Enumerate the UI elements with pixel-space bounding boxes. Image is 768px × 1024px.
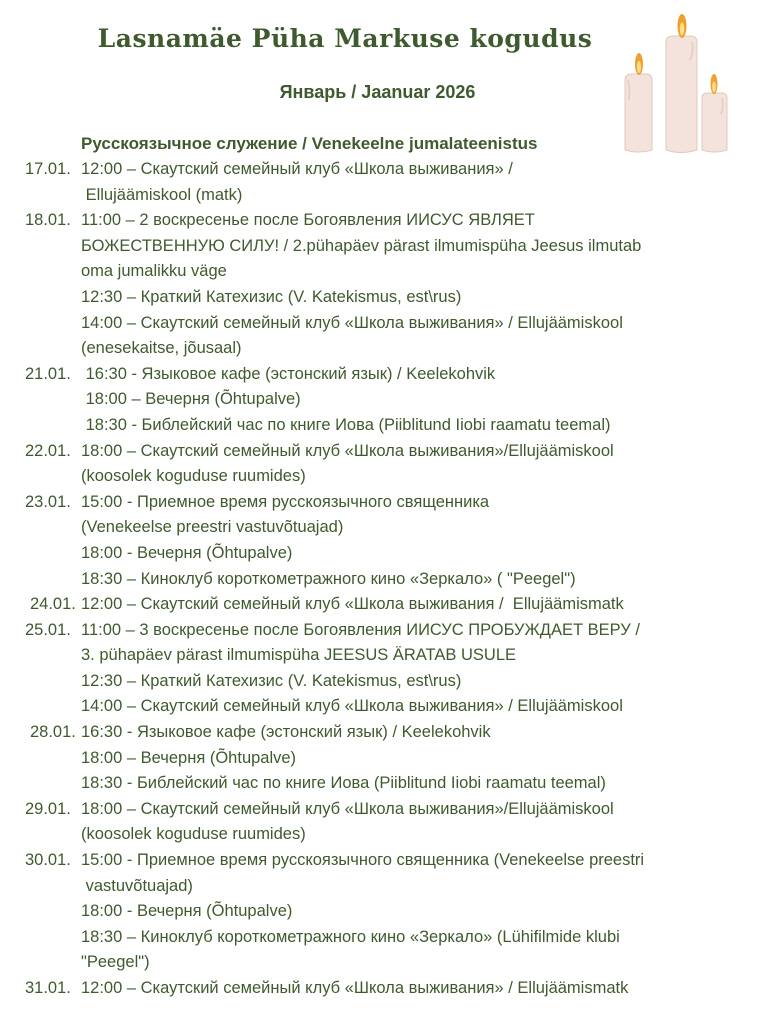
entry-date: 21.01.: [25, 364, 71, 383]
event-line: 18:00 – Скаутский семейный клуб «Школа выживания»/Ellujäämiskool (koosolek koguduse ruumides): [81, 799, 614, 844]
entry-date: 18.01.: [25, 211, 71, 230]
event-line: 18:30 - Библейский час по книге Иова (Piiblitund Iiobi raamatu teemal): [81, 415, 611, 434]
event-line: 11:00 – 2 воскресенье после Богоявления ИИСУС ЯВЛЯЕТ БОЖЕСТВЕННУЮ СИЛУ! / 2.pühapäev pärast ilmumispüha Jeesus ilmutab oma jumalikku väge: [81, 211, 642, 281]
candles-icon: [620, 8, 732, 158]
entry-date: 28.01.: [30, 723, 76, 742]
schedule-entry: [0, 618, 768, 720]
event-line: 14:00 – Скаутский семейный клуб «Школа выживания» / Ellujäämiskool (enesekaitse, jõusaal): [81, 313, 623, 358]
event-line: 18:00 - Вечерня (Õhtupalve): [81, 543, 293, 562]
schedule-entry: [0, 720, 768, 797]
entry-date: 17.01.: [25, 160, 71, 178]
schedule-list: [0, 157, 768, 1002]
event-line: 18:00 – Скаутский семейный клуб «Школа выживания»/Ellujäämiskool (koosolek koguduse ruumides): [81, 441, 614, 486]
schedule-entry: [0, 439, 768, 490]
page-title: Lasnamäe Püha Markuse kogudus: [97, 24, 593, 53]
event-line: 14:00 – Скаутский семейный клуб «Школа выживания» / Ellujäämiskool: [81, 697, 623, 716]
schedule-entry: [0, 592, 768, 618]
event-line: 11:00 – 3 воскресенье после Богоявления ИИСУС ПРОБУЖДАЕТ ВЕРУ / 3. pühapäev pärast ilmumispüha JEESUS ÄRATAB USULE: [81, 620, 640, 665]
event-line: 18:00 – Вечерня (Õhtupalve): [81, 390, 301, 409]
entry-date: 22.01.: [25, 441, 71, 460]
schedule-entry: [0, 797, 768, 848]
entry-date: 29.01.: [25, 799, 71, 818]
entry-date: 24.01.: [30, 595, 76, 614]
event-line: 18:30 – Киноклуб короткометражного кино «Зеркало» (Lühifilmide klubi "Peegel"): [81, 927, 620, 972]
entry-date: 31.01.: [25, 979, 71, 997]
event-line: 12:00 – Скаутский семейный клуб «Школа выживания / Ellujäämismatk: [81, 595, 624, 614]
schedule-entry: [0, 848, 768, 976]
schedule-entry: [0, 157, 768, 208]
event-line: 15:00 - Приемное время русскоязычного священника (Venekeelse preestri vastuvõtuajad): [81, 851, 645, 895]
event-line: 18:00 – Вечерня (Õhtupalve): [81, 748, 297, 767]
event-line: 12:30 – Краткий Катехизис (V. Katekismus, est\rus): [81, 287, 462, 306]
entry-date: 25.01.: [25, 620, 71, 639]
event-line: 12:30 – Краткий Катехизис (V. Katekismus, est\rus): [81, 671, 462, 690]
month-subtitle: Январь / Jaanuar 2026: [279, 82, 476, 102]
section-heading: Русскоязычное служение / Venekeelne jumalateenistus: [81, 134, 538, 153]
event-line: 15:00 - Приемное время русскоязычного священника (Venekeelse preestri vastuvõtuajad): [81, 492, 490, 537]
event-line: 12:00 – Скаутский семейный клуб «Школа выживания» / Ellujäämismatk: [81, 979, 629, 997]
schedule-entry: [0, 208, 768, 362]
event-line: 16:30 - Языковое кафе (эстонский язык) / Keelekohvik: [81, 364, 496, 383]
event-line: 18:30 – Киноклуб короткометражного кино «Зеркало» ( "Peegel"): [81, 569, 576, 588]
event-line: 18:30 - Библейский час по книге Иова (Piiblitund Iiobi raamatu teemal): [81, 774, 606, 793]
schedule-entry: [0, 490, 768, 592]
schedule-entry: [0, 976, 768, 1002]
event-line: 16:30 - Языковое кафе (эстонский язык) / Keelekohvik: [81, 723, 491, 742]
event-line: 18:00 - Вечерня (Õhtupalve): [81, 902, 293, 921]
entry-date: 30.01.: [25, 851, 71, 870]
event-line: 12:00 – Скаутский семейный клуб «Школа выживания» / Ellujäämiskool (matk): [81, 160, 513, 204]
entry-date: 23.01.: [25, 492, 71, 511]
schedule-entry: [0, 362, 768, 439]
